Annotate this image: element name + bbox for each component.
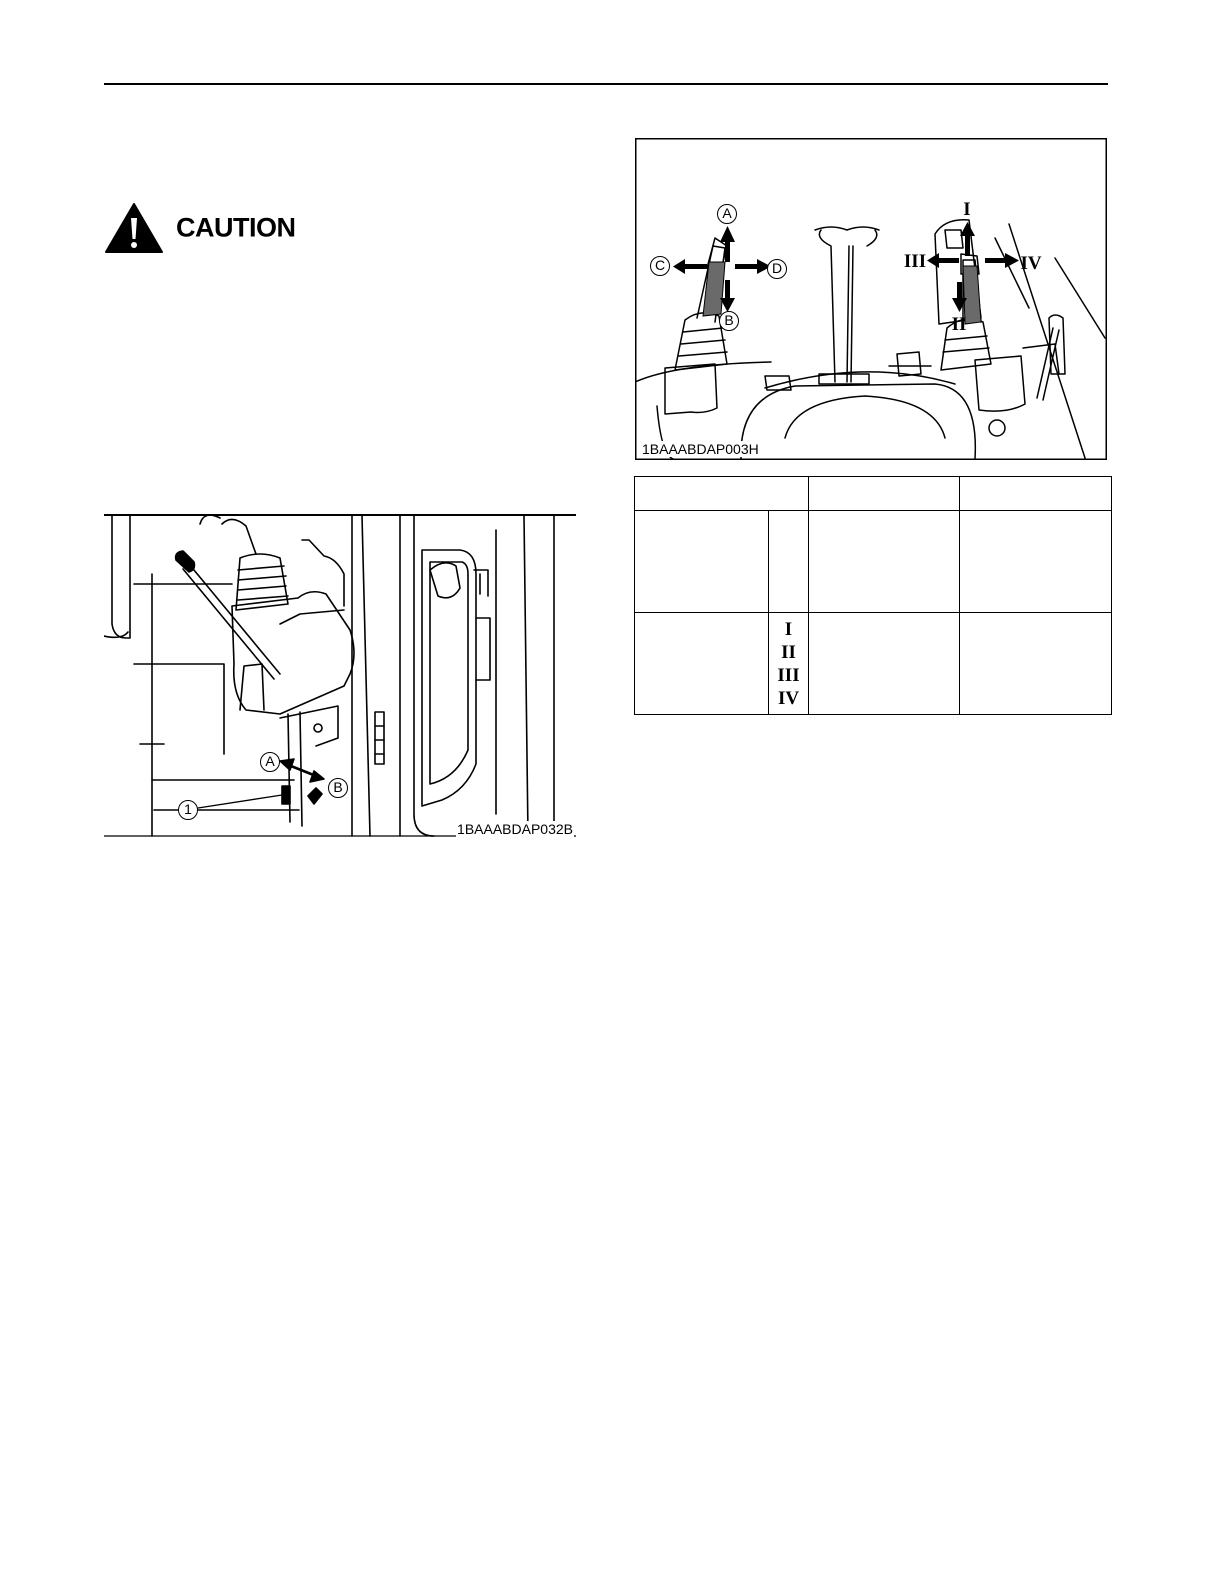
direction-c-label: C	[650, 256, 670, 276]
header-rule	[104, 83, 1108, 85]
control-levers-illustration	[635, 138, 1107, 460]
table-cell	[809, 613, 960, 715]
direction-b-label: B	[719, 311, 739, 331]
table-cell-label	[635, 613, 769, 715]
position-ii: II	[781, 642, 796, 663]
figure-code: 1BAAABDAP003H	[642, 441, 759, 457]
warning-triangle-icon	[104, 202, 164, 254]
direction-iii-label: III	[903, 251, 927, 272]
direction-i-label: I	[963, 199, 971, 220]
callout-a: A	[260, 752, 280, 772]
table-header-cell	[635, 477, 809, 511]
direction-d-label: D	[767, 259, 787, 279]
table-header-cell	[960, 477, 1112, 511]
table-cell	[960, 613, 1112, 715]
lever-operation-table	[634, 476, 1112, 715]
direction-a-label: A	[717, 204, 737, 224]
direction-ii-label: II	[951, 314, 967, 335]
position-iii: III	[777, 665, 800, 686]
table-cell-positions	[769, 613, 809, 715]
figure-code: 1BAAABDAP032B	[457, 821, 573, 837]
callout-1: 1	[178, 800, 198, 820]
lock-lever-figure	[104, 514, 576, 839]
callout-b: B	[328, 778, 348, 798]
caution-heading	[104, 202, 364, 254]
table-cell	[809, 511, 960, 613]
table-cell-positions	[769, 511, 809, 613]
table-header-row	[635, 477, 1112, 511]
position-i: I	[784, 619, 793, 640]
table-row	[635, 511, 1112, 613]
position-iv: IV	[777, 688, 800, 709]
control-levers-figure	[635, 138, 1107, 460]
table-cell	[960, 511, 1112, 613]
table-row	[635, 613, 1112, 715]
direction-iv-label: IV	[1020, 253, 1042, 274]
caution-label: CAUTION	[176, 212, 296, 243]
table-header-cell	[809, 477, 960, 511]
table-cell-label	[635, 511, 769, 613]
